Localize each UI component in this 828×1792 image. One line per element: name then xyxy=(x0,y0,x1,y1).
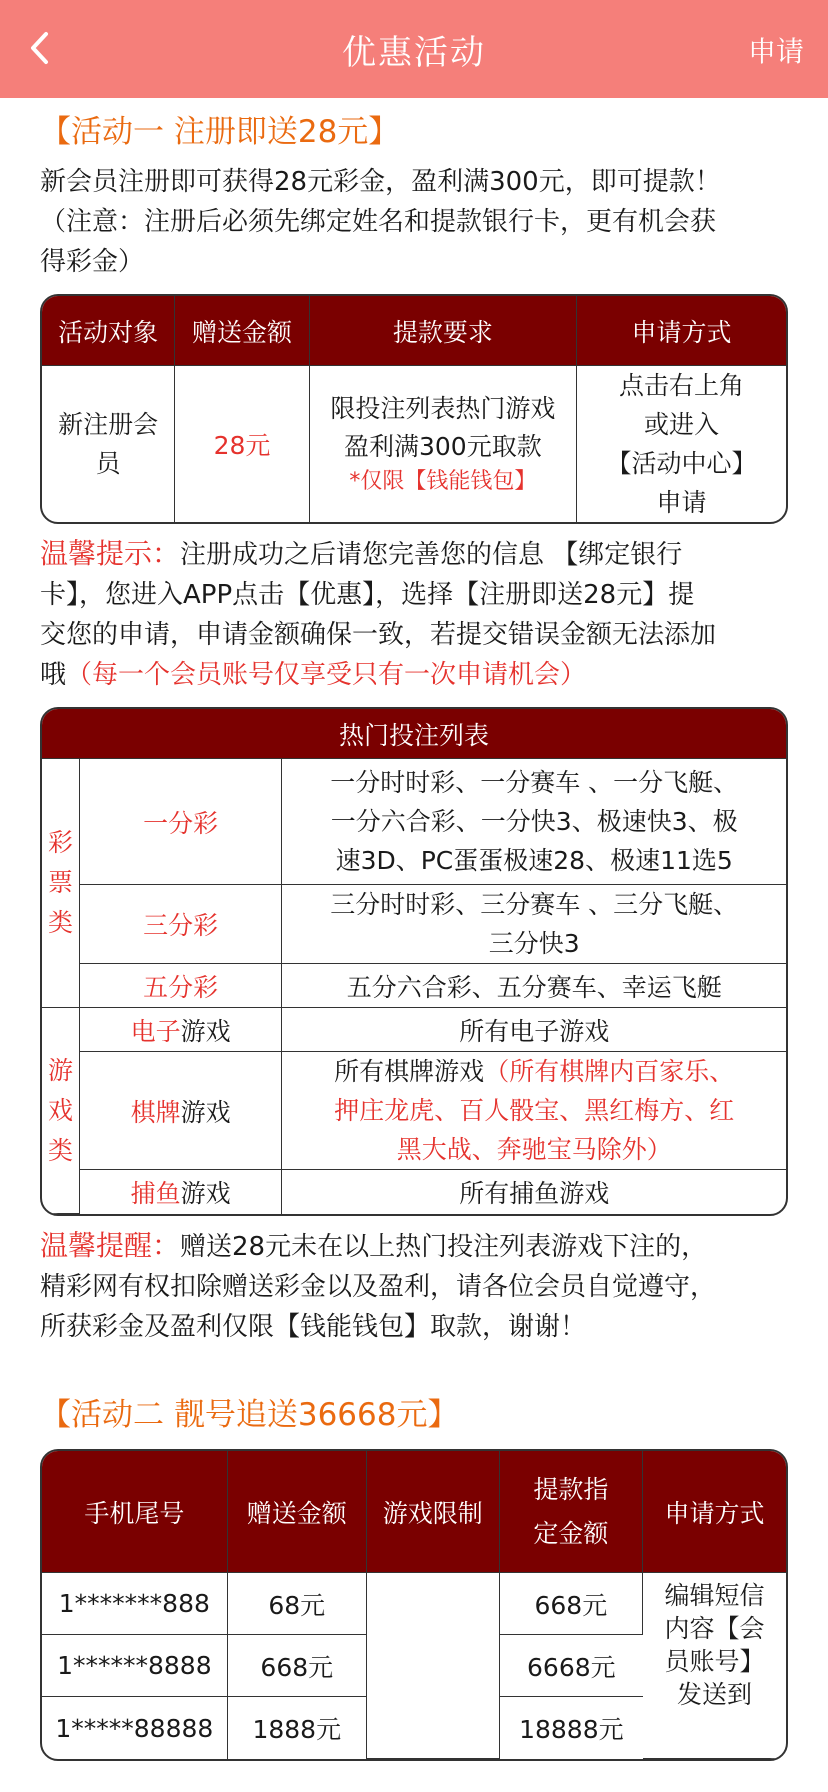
game-line: 一分时时彩、一分赛车 、一分飞艇、 xyxy=(330,768,739,797)
intro-line: 新会员注册即可获得28元彩金，盈利满300元，即可提款！ xyxy=(40,167,721,197)
method-cell xyxy=(577,366,786,522)
table-header: 赠送金额 xyxy=(228,1451,367,1573)
activity1-intro xyxy=(40,162,788,282)
requirement-note: *仅限【钱能钱包】 xyxy=(349,469,537,494)
game-name-red: 电子 xyxy=(130,1016,181,1046)
game-line: 三分时时彩、三分赛车 、三分飞艇、 xyxy=(330,890,739,919)
game-line: 所有棋牌游戏 xyxy=(334,1057,485,1086)
top-nav-bar xyxy=(0,0,828,98)
game-limit-cell xyxy=(367,1573,500,1759)
game-line: 三分快3 xyxy=(488,929,580,958)
category-char: 类 xyxy=(47,1135,73,1165)
reminder-text: 所获彩金及盈利仅限【钱能钱包】取款，谢谢！ xyxy=(40,1312,587,1342)
game-list: 所有电子游戏 xyxy=(282,1008,786,1052)
game-line-red: （所有棋牌内百家乐、 xyxy=(484,1057,735,1086)
requirement-line: 盈利满300元取款 xyxy=(344,432,542,461)
withdraw-cell: 6668元 xyxy=(500,1635,643,1697)
amount-cell: 1888元 xyxy=(228,1697,367,1759)
tip-text: 注册成功之后请您完善您的信息 【绑定银行 xyxy=(180,540,683,570)
reminder-label: 温馨提醒： xyxy=(40,1229,181,1262)
game-name xyxy=(80,1052,282,1170)
target-cell: 新注册会员 xyxy=(42,366,175,522)
table-header: 手机尾号 xyxy=(42,1451,228,1573)
amount-cell: 68元 xyxy=(228,1573,367,1635)
category-char: 游 xyxy=(47,1055,73,1085)
game-list xyxy=(282,759,786,885)
method-line: 点击右上角 xyxy=(619,371,745,400)
table-header: 提款要求 xyxy=(310,296,577,366)
method-line: 员账号】 xyxy=(664,1647,765,1676)
category-char: 彩 xyxy=(47,828,73,857)
table-header: 赠送金额 xyxy=(175,296,309,366)
reminder-block xyxy=(40,1226,788,1347)
chevron-left-icon xyxy=(22,24,62,74)
phone-cell: 1*******888 xyxy=(42,1573,228,1635)
phone-cell: 1******8888 xyxy=(42,1635,228,1697)
back-button[interactable] xyxy=(22,24,62,74)
game-name xyxy=(80,1008,282,1052)
method-cell xyxy=(643,1573,786,1759)
table-header: 活动对象 xyxy=(42,296,175,366)
requirement-cell xyxy=(310,366,577,522)
table-header xyxy=(500,1451,643,1573)
game-list xyxy=(282,885,786,964)
category-char: 类 xyxy=(47,908,73,937)
tip-text: 哦 xyxy=(40,660,67,690)
game-name: 三分彩 xyxy=(80,885,282,964)
method-line: 发送到 xyxy=(676,1680,752,1709)
activity2-table xyxy=(40,1449,788,1761)
game-category xyxy=(42,1008,80,1214)
lottery-category xyxy=(42,759,80,1008)
game-list: 所有捕鱼游戏 xyxy=(459,1179,610,1208)
game-list: 五分六合彩、五分赛车、幸运飞艇 xyxy=(282,964,786,1008)
tip-text: 交您的申请，申请金额确保一致，若提交错误金额无法添加 xyxy=(40,620,717,650)
reminder-text: 精彩网有权扣除赠送彩金以及盈利，请各位会员自觉遵守， xyxy=(40,1272,717,1302)
hot-list-title: 热门投注列表 xyxy=(42,709,786,759)
game-name-suffix: 游戏 xyxy=(180,1097,231,1127)
withdraw-cell: 668元 xyxy=(500,1573,643,1635)
tip-note: （每一个会员账号仅享受只有一次申请机会） xyxy=(66,660,587,690)
page-title: 优惠活动 xyxy=(342,32,486,73)
content-area xyxy=(0,98,828,1761)
phone-cell: 1*****88888 xyxy=(42,1697,228,1759)
game-name: 五分彩 xyxy=(80,964,282,1008)
activity2-title: 【活动二 靓号追送36668元】 xyxy=(40,1397,459,1433)
header-line: 提款指 xyxy=(533,1474,609,1504)
header-line: 定金额 xyxy=(533,1518,609,1548)
reminder-text: 赠送28元未在以上热门投注列表游戏下注的， xyxy=(180,1232,708,1262)
game-line-red: 押庄龙虎、百人骰宝、黑红梅方、红 xyxy=(334,1096,735,1125)
withdraw-cell: 18888元 xyxy=(519,1715,624,1744)
table-header: 游戏限制 xyxy=(367,1451,500,1573)
table-header: 申请方式 xyxy=(643,1451,786,1573)
game-line-red: 黑大战、奔驰宝马除外） xyxy=(396,1135,672,1164)
tip-label: 温馨提示： xyxy=(40,537,181,570)
activity1-title: 【活动一 注册即送28元】 xyxy=(40,114,400,150)
tip-text: 卡】，您进入APP点击【优惠】，选择【注册即送28元】提 xyxy=(40,580,695,610)
game-name-suffix: 游戏 xyxy=(180,1179,231,1208)
game-name: 一分彩 xyxy=(80,759,282,885)
method-line: 【活动中心】 xyxy=(606,449,757,478)
amount-cell: 28元 xyxy=(175,366,309,522)
method-line: 申请 xyxy=(656,488,707,517)
game-name-suffix: 游戏 xyxy=(180,1016,231,1046)
game-name xyxy=(80,1170,282,1214)
game-line: 速3D、PC蛋蛋极速28、极速11选5 xyxy=(335,846,733,875)
category-char: 戏 xyxy=(47,1095,73,1125)
method-line: 或进入 xyxy=(644,410,720,439)
game-name-red: 棋牌 xyxy=(130,1097,181,1127)
tip-block xyxy=(40,534,788,695)
hot-list-table xyxy=(40,707,788,1216)
game-line: 一分六合彩、一分快3、极速快3、极 xyxy=(330,807,738,836)
game-name-red: 捕鱼 xyxy=(130,1179,181,1208)
method-line: 内容【会 xyxy=(664,1614,765,1643)
method-line: 编辑短信 xyxy=(664,1581,765,1610)
game-list xyxy=(282,1052,786,1170)
amount-cell: 668元 xyxy=(228,1635,367,1697)
apply-button[interactable]: 申请 xyxy=(747,35,804,68)
category-char: 票 xyxy=(47,868,73,897)
intro-line: 得彩金） xyxy=(40,247,145,277)
intro-line: （注意：注册后必须先绑定姓名和提款银行卡，更有机会获 xyxy=(40,207,717,237)
requirement-line: 限投注列表热门游戏 xyxy=(330,394,556,423)
activity1-table xyxy=(40,294,788,524)
table-header: 申请方式 xyxy=(577,296,786,366)
